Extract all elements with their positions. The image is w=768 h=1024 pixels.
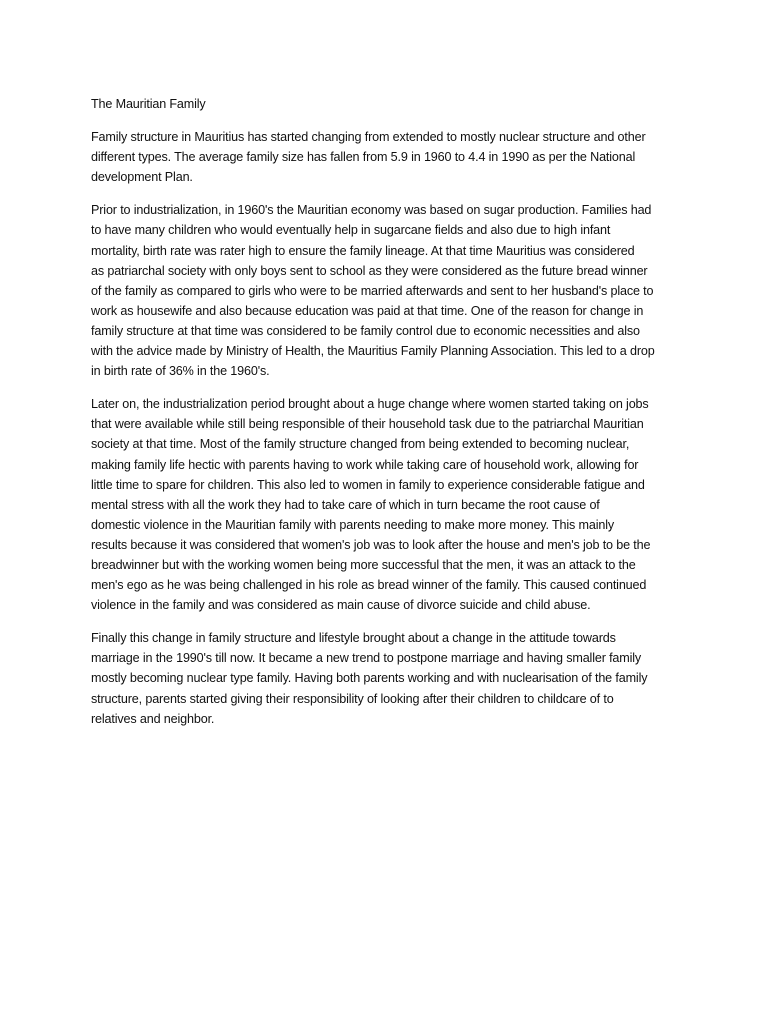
text-line: mostly becoming nuclear type family. Having both parents working and with nuclearisation of the family (91, 671, 648, 686)
paragraph-family-structure (91, 127, 685, 187)
text-line: society at that time. Most of the family structure changed from being extended to becoming nuclear, (91, 437, 630, 452)
document-page (91, 94, 685, 742)
paragraph-prior-to-industrialization (91, 200, 685, 381)
text-line: structure, parents started giving their responsibility of looking after their children to childcare of to (91, 691, 614, 706)
text-line: mental stress with all the work they had to take care of which in turn became the root cause of (91, 497, 600, 512)
text-line: Prior to industrialization, in 1960's the Mauritian economy was based on sugar production. Families had (91, 203, 652, 218)
text-line: as patriarchal society with only boys sent to school as they were considered as the future bread winner (91, 263, 648, 278)
text-line: different types. The average family size has fallen from 5.9 in 1960 to 4.4 in 1990 as per the National (91, 150, 636, 165)
text-line: Family structure in Mauritius has started changing from extended to mostly nuclear structure and other (91, 130, 646, 145)
text-line: mortality, birth rate was rater high to ensure the family lineage. At that time Mauritius was considered (91, 243, 635, 258)
paragraph-industrialization-period (91, 394, 685, 615)
paragraph-attitude-towards-marriage (91, 628, 685, 728)
text-line: breadwinner but with the working women being more successful that the men, it was an attack to the (91, 557, 636, 572)
text-line: marriage in the 1990's till now. It became a new trend to postpone marriage and having smaller family (91, 651, 642, 666)
text-line: with the advice made by Ministry of Health, the Mauritius Family Planning Association. This led to a drop (91, 344, 655, 359)
text-line: making family life hectic with parents having to work while taking care of household work, allowing for (91, 457, 639, 472)
text-line: to have many children who would eventually help in sugarcane fields and also due to high infant (91, 223, 611, 238)
text-line: men's ego as he was being challenged in his role as bread winner of the family. This caused continued (91, 578, 647, 593)
text-line: Later on, the industrialization period brought about a huge change where women started taking on jobs (91, 397, 649, 412)
text-line: work as housewife and also because education was paid at that time. One of the reason for change in (91, 303, 644, 318)
text-line: violence in the family and was considered as main cause of divorce suicide and child abuse. (91, 598, 591, 613)
text-line: Finally this change in family structure and lifestyle brought about a change in the attitude towards (91, 631, 616, 646)
text-line: family structure at that time was considered to be family control due to economic necessities and also (91, 323, 640, 338)
text-line: domestic violence in the Mauritian family with parents needing to make more money. This mainly (91, 517, 615, 532)
text-line: results because it was considered that women's job was to look after the house and men's job to be the (91, 537, 651, 552)
text-line: little time to spare for children. This also led to women in family to experience considerable fatigue and (91, 477, 645, 492)
text-line: that were available while still being responsible of their household task due to the patriarchal Mauritian (91, 417, 644, 432)
text-line: in birth rate of 36% in the 1960's. (91, 364, 270, 379)
document-title: The Mauritian Family (91, 97, 206, 111)
text-line: relatives and neighbor. (91, 711, 215, 726)
text-line: of the family as compared to girls who were to be married afterwards and sent to her husband's place to (91, 283, 654, 298)
text-line: development Plan. (91, 170, 193, 185)
